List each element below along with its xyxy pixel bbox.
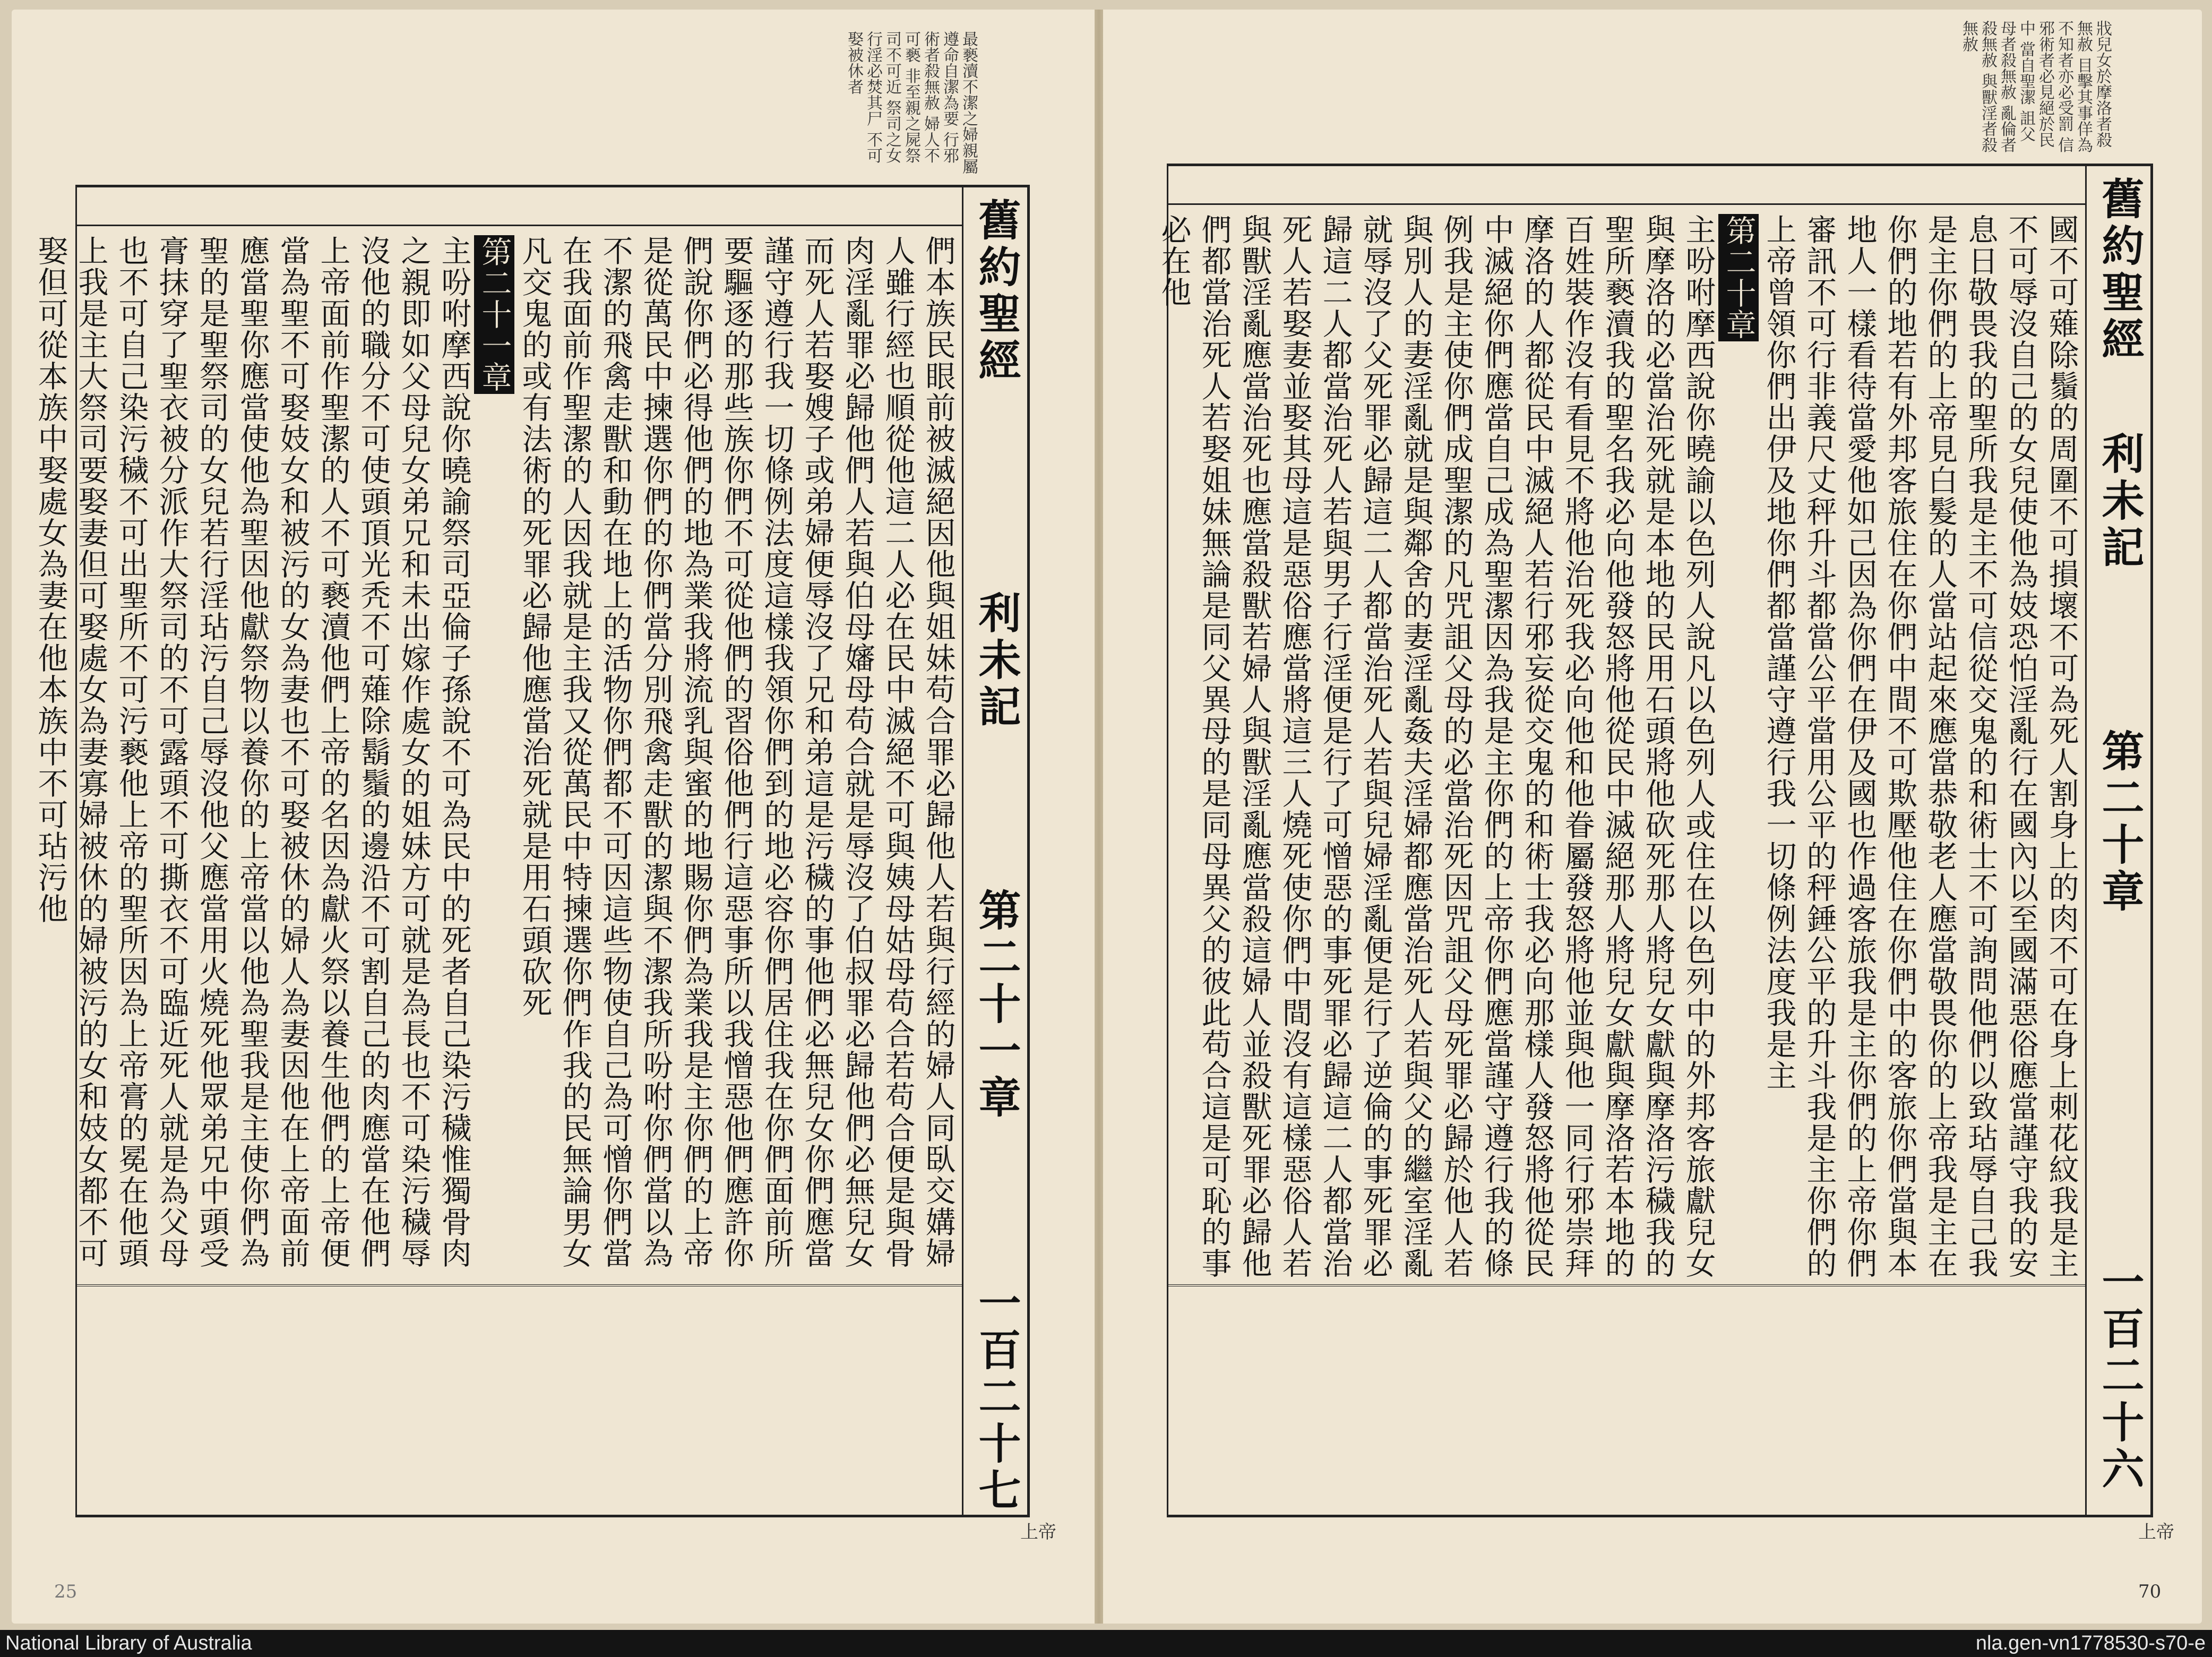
left-corner-mark: 上帝: [1020, 1522, 1056, 1543]
left-cross-references: [77, 1284, 963, 1515]
left-page-number: 一百二十七: [971, 1281, 1021, 1515]
right-body-text: [1156, 203, 2087, 1292]
left-running-head: [962, 187, 1027, 1515]
right-book-title: 舊約聖經: [2095, 177, 2145, 364]
right-running-head: [2085, 166, 2150, 1515]
right-page-number: 一百二十六: [2095, 1260, 2145, 1493]
left-chapter-heading: 第二十一章: [474, 235, 514, 394]
right-chapter-label: 第二十章: [2095, 729, 2145, 916]
right-marginal-notes: 戕兒女於摩洛者殺無赦 目擊其事佯為不知者亦必受罰 信邪術者必見絕於民中 當自聖潔 詛父母者殺無赦 亂倫者殺無赦 與獸淫者殺無赦: [1959, 20, 2112, 153]
right-section-title: 利未記: [2095, 432, 2145, 572]
right-chapter-heading: 第二十章: [1718, 214, 1759, 341]
left-page: [12, 10, 1095, 1624]
left-section-title: 利未記: [971, 591, 1021, 731]
right-verse-number-strip: [1168, 166, 2087, 205]
left-body-part2: 主吩咐摩西說你曉諭祭司亞倫子孫說不可為民中的死者自己染污穢惟獨骨肉之親即如父母兒女弟兄和未出嫁作處女的姐妹方可就是為長也不可染污穢辱沒他的職分不可使頭頂光秃不可薙除鬍鬚的邊沿不可割自己的肉應當在他們上帝面前作聖潔的人不可褻瀆他們上帝的名因為獻火祭以養生他們的上帝便當為聖不可娶妓女和被污的女為妻也不可娶被休的婦人為妻因他在上帝面前應當聖你應當使他為聖因他獻祭物以養你的上帝當以他為聖我是主使你們為聖的是聖祭司的女兒若行淫玷污自己辱沒他父應當用火燒死他眾弟兄中頭受膏抹穿了聖衣被分派作大祭司的不可露頭不可撕衣不可臨近死人就是為父母也不可自己染污穢不可出聖所不可污褻他上帝的聖所因為上帝膏的冕在他頭上我是主大祭司要娶妻但可娶處女為妻寡婦被休的婦被污的女和妓女都不可娶但可從本族中娶處女為妻在他本族中不可玷污他: [33, 235, 471, 1269]
right-bottom-mark: 70: [2138, 1581, 2162, 1602]
left-text-frame: [33, 185, 1030, 1517]
left-verse-number-strip: [77, 187, 963, 226]
right-page: [1103, 10, 2202, 1624]
right-cross-references: [1168, 1284, 2087, 1515]
left-body-part1: 們本族民眼前被滅絕因他與姐妹苟合罪必歸他人若與行經的婦人同臥交媾婦人雖行經也順從他這二人必在民中滅絕不可與姨母姑母苟合若苟合便是與骨肉淫亂罪必歸他們人若與伯母嬸母苟合就是辱沒了伯叔罪必歸他們必無兒女而死人若娶嫂子或弟婦便辱沒了兄和弟這是污穢的事他們必無兒女你們應當謹守遵行我一切條例法度這樣我領你們到的地必容你們居住我在你們面前所要驅逐的那些族你們不可從他們的習俗他們行這惡事所以我憎惡他們應許你們說你們必得他們的地為業我將流乳與蜜的地賜你們為業我是主你們的上帝是從萬民中揀選你們的你們當分別飛禽走獸的潔與不潔我所吩咐你們當以為不潔的飛禽走獸和動在地上的活物你們都不可因這些物使自己為可憎你們當在我面前作聖潔的人因我就是主我又從萬民中特揀選你們作我的民無論男女凡交鬼的或有法術的死罪必歸他應當治死就是用石頭砍死: [517, 235, 956, 1269]
right-corner-mark: 上帝: [2138, 1522, 2174, 1543]
footer-bar: [0, 1630, 2212, 1657]
left-bottom-mark: 25: [54, 1581, 78, 1602]
right-text-frame: [1156, 164, 2153, 1517]
right-body-part1: 國不可薙除鬚的周圍不可損壞不可為死人割身上的肉不可在身上刺花紋我是主不可辱沒自己的女兒使他為妓恐怕淫亂行在國內以至國滿惡俗應當謹守我的安息日敬畏我的聖所我是主不可信從交鬼的和術士不可詢問他們以致玷辱自己我是主你們的上帝見白髮的人當站起來應當恭敬老人應當敬畏你的上帝我是主在你們的地若有外邦客旅住在你們中間不可欺壓他住在你們中的客旅你們當與本地人一樣看待當愛他如己因為你們在伊及國也作過客旅我是主你們的上帝你們審訊不可行非義尺丈秤升斗都當公平當用公平的秤錘公平的升斗我是主你們的上帝曾領你們出伊及地你們都當謹守遵行我一切條例法度我是主: [1761, 214, 2079, 1279]
footer-library-name: National Library of Australia: [5, 1632, 252, 1654]
left-body-text: [33, 225, 963, 1292]
left-chapter-label: 第二十一章: [971, 888, 1021, 1122]
left-marginal-notes: 最褻瀆不潔之婦親屬 遵命自潔為要 行邪術者殺無赦 婦人不可褻 非至親之屍祭司不可近 祭司之女行淫必焚其尸 不可娶被休者: [845, 31, 978, 174]
footer-identifier: nla.gen-vn1778530-s70-e: [1975, 1632, 2206, 1654]
right-body-part2: 主吩咐摩西說你曉諭以色列人說凡以色列人或住在以色列中的外邦客旅獻兒女與摩洛的必當治死就是本地的民用石頭將他砍死那人將兒女獻與摩洛污穢我的聖所褻瀆我的聖名我必向他發怒將他從民中滅絕那人將兒女獻與摩洛若本地的百姓裝作沒有看見不將他治死我必向他和他眷屬發怒將他並與他一同行邪崇拜摩洛的人都從民中滅絕人若行邪妄從交鬼的和術士我必向那樣人發怒將他從民中滅絕你們應當自己成為聖潔因為我是主你們的上帝你們應當謹守遵行我的條例我是主使你們成聖潔的凡咒詛父母的必當治死因咒詛父母死罪必歸於他人若與別人的妻淫亂就是與鄰舍的妻淫亂姦夫淫婦都應當治死人若與父的繼室淫亂就辱沒了父死罪必歸這二人都當治死人若與兒婦淫亂便是行了逆倫的事死罪必歸這二人都當治死人若與男子行淫便是行了可憎惡的事死罪必歸這二人都當治死人若娶妻並娶其母這是惡俗應當將這三人燒死使你們中間沒有這樣惡俗人若與獸淫亂應當治死也應當殺獸若婦人與獸淫亂應當殺這婦人並殺獸死罪必歸他們都當治死人若娶姐妹無論是同父異母的是同母異父的彼此苟合這是可恥的事必在他: [1156, 214, 1716, 1279]
left-book-title: 舊約聖經: [971, 198, 1021, 385]
